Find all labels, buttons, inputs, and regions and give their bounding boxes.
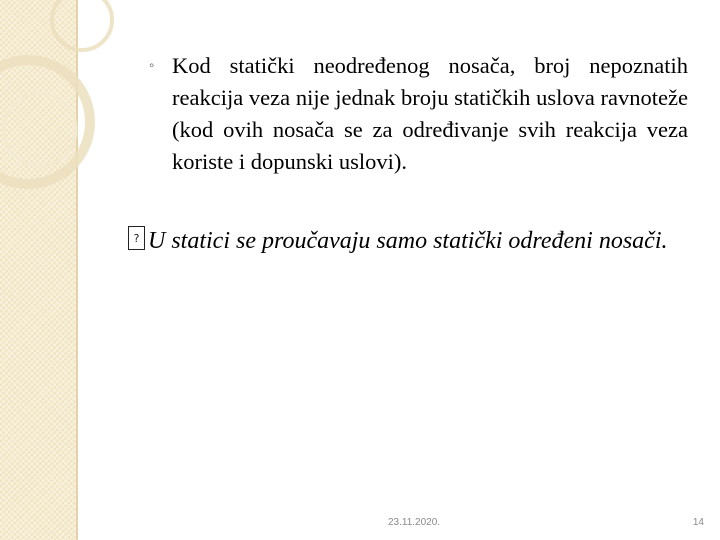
sub-bullet-text: Kod statički neodređenog nosača, broj nepoznatih reakcija veza nije jednak broju statičkih uslova ravnoteže (kod ovih nosača se za određivanje svih reakcija veza koriste i dopunski uslovi). xyxy=(172,53,688,174)
main-bullet-text: U statici se proučavaju samo statički određeni nosači. xyxy=(148,228,668,254)
decorative-ring-small xyxy=(52,0,112,50)
footer-date: 23.11.2020. xyxy=(388,517,441,528)
sub-bullet-marker: ◦ xyxy=(149,58,155,74)
decorative-circles xyxy=(0,0,150,230)
page-number: 14 xyxy=(692,517,704,528)
bullet-glyph-icon: ? xyxy=(128,226,145,250)
decorative-ring-inner xyxy=(4,94,76,166)
